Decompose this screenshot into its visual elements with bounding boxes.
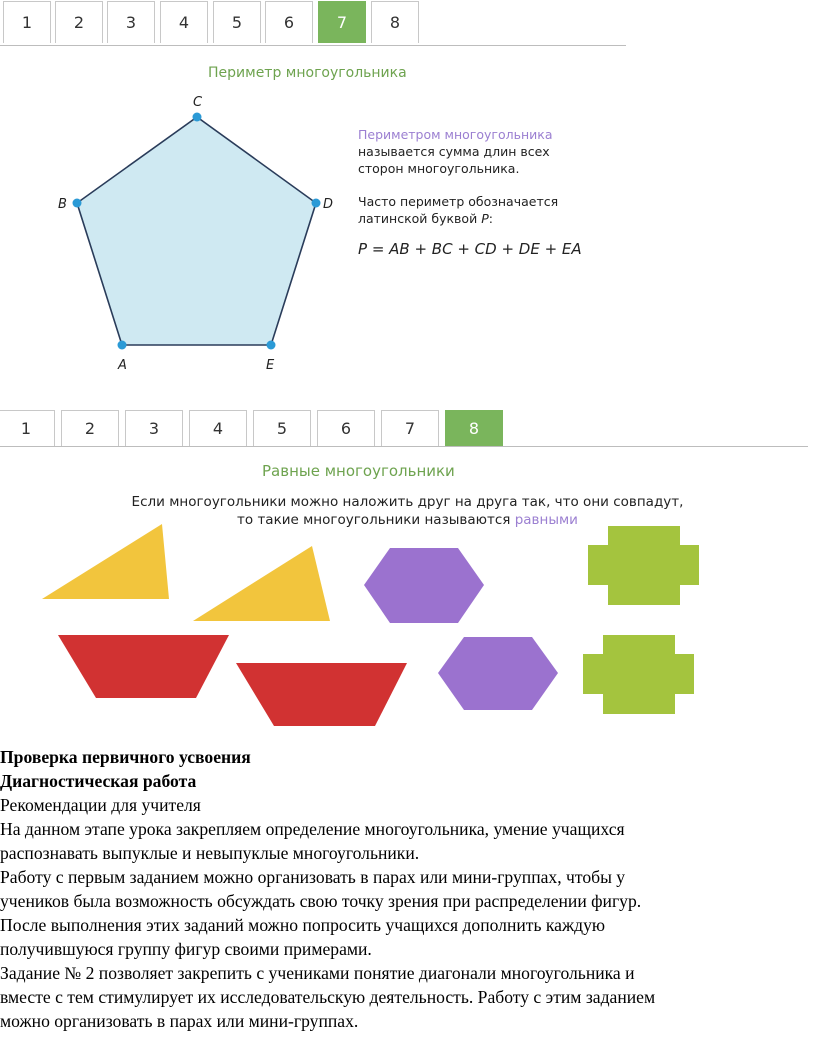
text-line: После выполнения этих заданий можно попросить учащихся дополнить каждую [0, 915, 606, 935]
perimeter-note-letter: P [481, 211, 489, 226]
perimeter-note [358, 193, 558, 227]
slide2-tab-5[interactable]: 5 [253, 410, 311, 446]
vertex-c-label: C [193, 95, 203, 110]
slide2-tab-8[interactable]: 8 [445, 410, 503, 446]
vertex-e-point [267, 341, 276, 350]
perimeter-definition-line1: называется сумма длин всех [358, 144, 550, 159]
pentagon-diagram [50, 90, 350, 380]
slide1-tab-2[interactable]: 2 [55, 1, 103, 43]
slide2-tab-2[interactable]: 2 [61, 410, 119, 446]
vertex-e-label: E [266, 358, 275, 373]
slide1-tab-6[interactable]: 6 [265, 1, 313, 43]
cross-1-shape [588, 526, 699, 605]
equal-definition-term: равными [514, 512, 578, 528]
text-line: Задание № 2 позволяет закрепить с учениками понятие диагонали многоугольника и [0, 963, 635, 983]
slide2-tab-underline [0, 446, 808, 447]
slide1-tab-1[interactable]: 1 [3, 1, 51, 43]
vertex-b-label: B [58, 197, 67, 212]
slide2-tab-1[interactable]: 1 [0, 410, 55, 446]
equal-definition-line1: Если многоугольники можно наложить друг на друга так, что они совпадут, [131, 494, 684, 510]
slide2-tab-bar [0, 408, 808, 448]
vertex-a-label: A [118, 358, 127, 373]
heading-diagnostic-work: Диагностическая работа [0, 771, 197, 791]
slide1-tab-7[interactable]: 7 [318, 1, 366, 43]
pentagon-shape [77, 117, 316, 345]
slide2-tab-4[interactable]: 4 [189, 410, 247, 446]
text-line: можно организовать в парах или мини-группах. [0, 1011, 359, 1031]
equal-shapes-illustration [0, 515, 816, 735]
text-line: На данном этапе урока закрепляем определение многоугольника, умение учащихся [0, 819, 625, 839]
perimeter-definition-line2: сторон многоугольника. [358, 161, 520, 176]
slide2-tab-3[interactable]: 3 [125, 410, 183, 446]
text-line: распознавать выпуклые и невыпуклые многоугольники. [0, 843, 420, 863]
text-line: получившуюся группу фигур своими примерами. [0, 939, 372, 959]
slide1-title: Периметр многоугольника [208, 65, 407, 81]
teacher-notes [0, 745, 812, 1033]
subheading-teacher-recommendations: Рекомендации для учителя [0, 795, 201, 815]
triangle-2-shape [193, 546, 330, 621]
vertex-b-point [73, 199, 82, 208]
hexagon-1-shape [364, 548, 484, 623]
slide2-title: Равные многоугольники [262, 462, 455, 480]
vertex-d-point [312, 199, 321, 208]
slide1-tab-5[interactable]: 5 [213, 1, 261, 43]
equal-definition-text: то такие многоугольники называются [237, 512, 511, 528]
vertex-c-point [193, 113, 202, 122]
slide1-tab-bar [0, 0, 626, 46]
slide1-tab-8[interactable]: 8 [371, 1, 419, 43]
slide2-tab-6[interactable]: 6 [317, 410, 375, 446]
perimeter-formula: P = AB + BC + CD + DE + EA [358, 240, 582, 258]
perimeter-definition-term: Периметром многоугольника [358, 127, 553, 142]
triangle-1-shape [42, 524, 169, 599]
cross-2-shape [583, 635, 694, 714]
vertex-a-point [118, 341, 127, 350]
trapezoid-2-shape [236, 663, 407, 726]
vertex-d-label: D [323, 197, 334, 212]
hexagon-2-shape [438, 637, 558, 710]
perimeter-note-line1: Часто периметр обозначается [358, 194, 559, 209]
text-line: Работу с первым заданием можно организовать в парах или мини-группах, чтобы у [0, 867, 626, 887]
perimeter-note-line2 [358, 210, 558, 227]
text-line: учеников была возможность обсуждать свою точку зрения при распределении фигур. [0, 891, 642, 911]
heading-primary-check: Проверка первичного усвоения [0, 747, 251, 767]
trapezoid-1-shape [58, 635, 229, 698]
slide1-tab-4[interactable]: 4 [160, 1, 208, 43]
slide2-tab-7[interactable]: 7 [381, 410, 439, 446]
slide1-tab-3[interactable]: 3 [107, 1, 155, 43]
perimeter-note-text: латинской буквой [358, 211, 478, 226]
perimeter-definition [358, 126, 552, 177]
text-line: вместе с тем стимулирует их исследовательскую деятельность. Работу с этим заданием [0, 987, 656, 1007]
perimeter-note-end: : [488, 211, 493, 226]
slide1-tab-underline [0, 45, 626, 46]
